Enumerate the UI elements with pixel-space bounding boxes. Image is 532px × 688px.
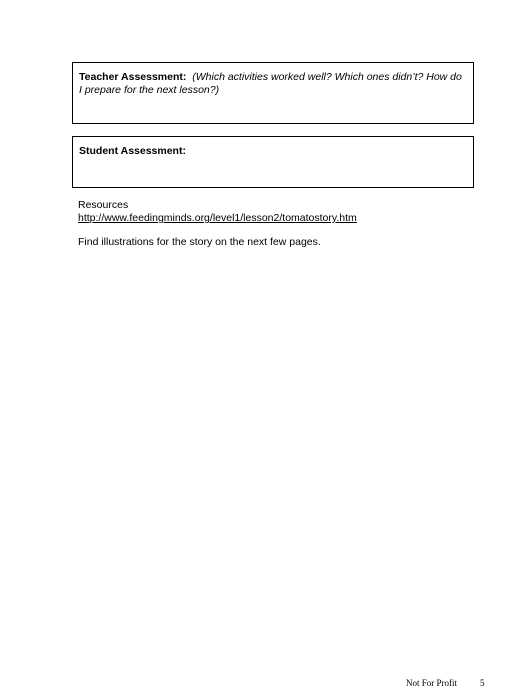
teacher-assessment-label: Teacher Assessment: bbox=[79, 71, 187, 83]
student-assessment-label: Student Assessment: bbox=[79, 145, 186, 157]
teacher-assessment-box bbox=[72, 62, 474, 124]
resources-section bbox=[78, 199, 357, 225]
page-number: 5 bbox=[480, 678, 485, 688]
illustrations-note: Find illustrations for the story on the next few pages. bbox=[78, 236, 321, 248]
footer-text: Not For Profit bbox=[406, 678, 458, 688]
teacher-assessment-prompt: (Which activities worked well? Which ones didn’t? How do I prepare for the next lesson?) bbox=[79, 71, 462, 96]
resources-heading: Resources bbox=[78, 199, 129, 211]
resources-link[interactable]: http://www.feedingminds.org/level1/lesson2/tomatostory.htm bbox=[78, 212, 357, 224]
student-assessment-box bbox=[72, 136, 474, 188]
